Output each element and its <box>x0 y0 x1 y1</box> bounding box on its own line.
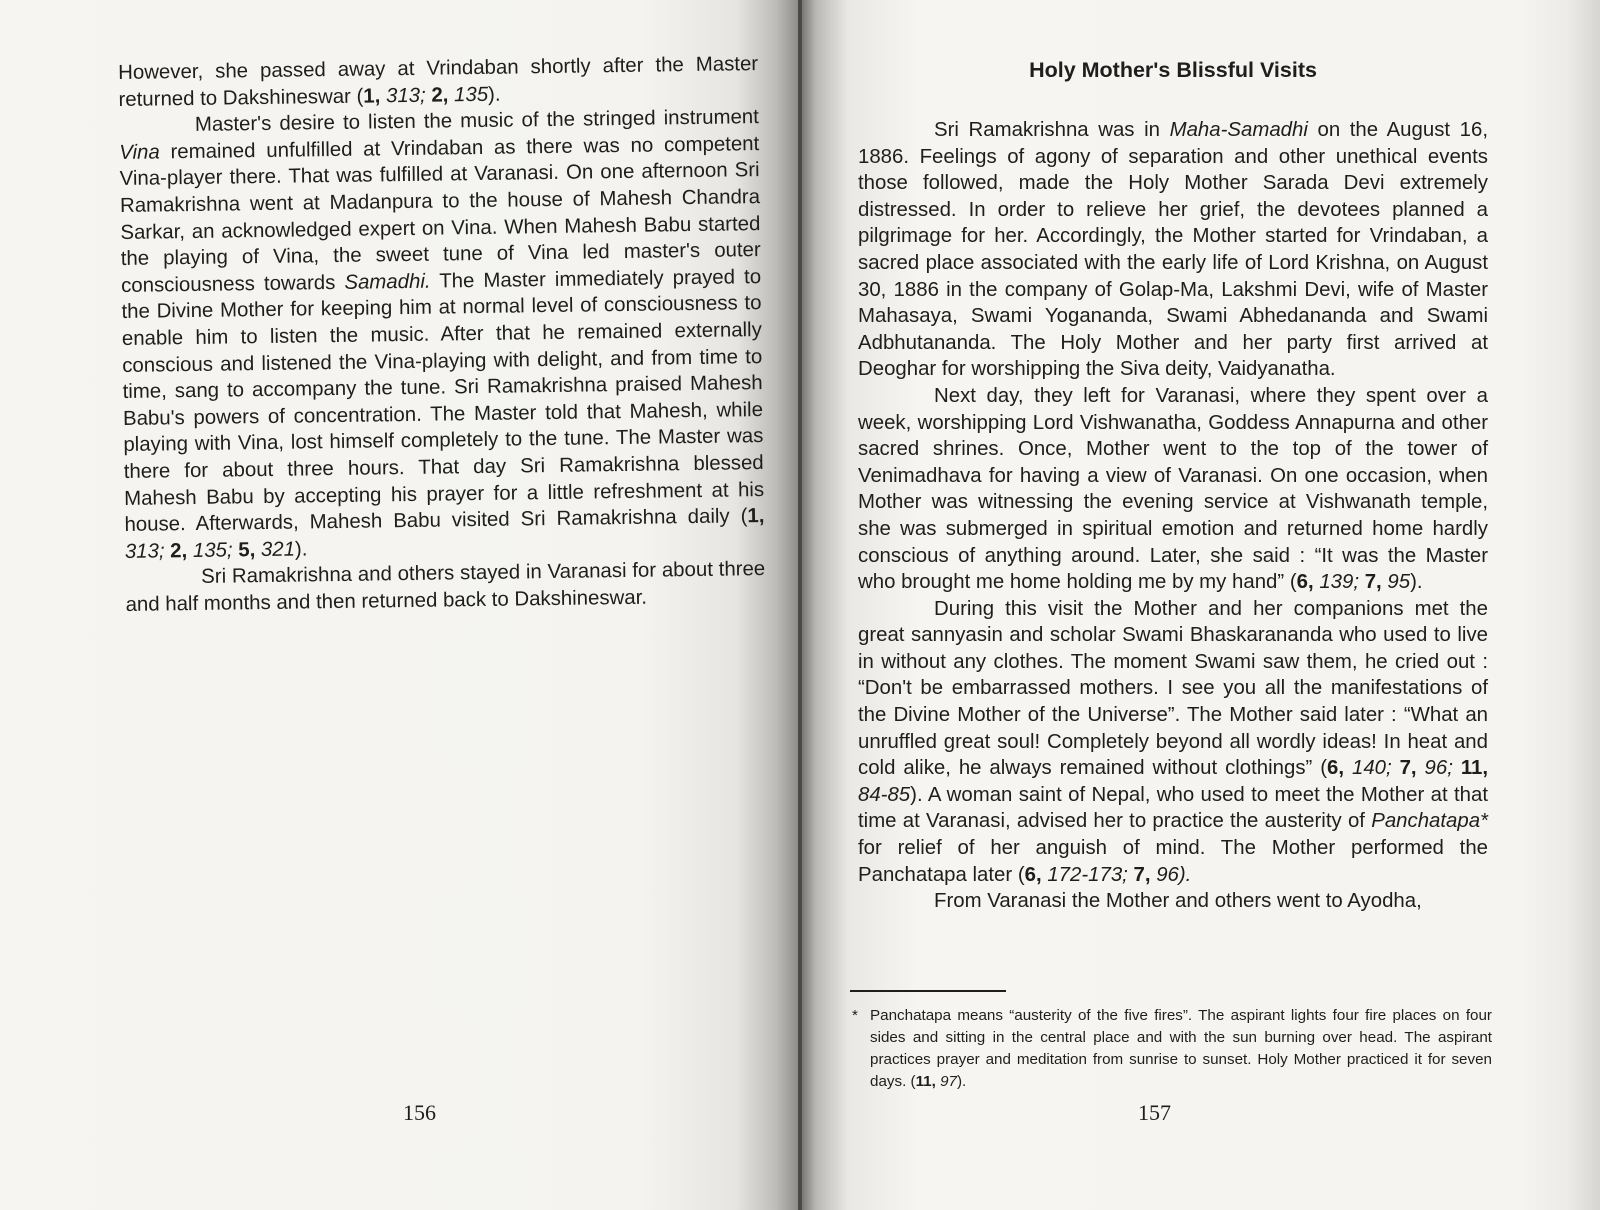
italic-text: Vina <box>119 141 160 164</box>
footnote-marker: * <box>852 1007 858 1024</box>
text-run: ). <box>487 83 501 106</box>
paragraph <box>858 117 1488 383</box>
citation-number: 6, <box>1296 571 1314 594</box>
text-run: Sri Ramakrishna was in <box>934 119 1170 141</box>
italic-text: 313; <box>385 84 426 107</box>
left-page-body <box>118 51 766 618</box>
book-spine <box>798 0 802 1210</box>
paragraph <box>858 383 1488 596</box>
italic-text: Samadhi. <box>344 270 431 294</box>
italic-text: 97 <box>940 1073 957 1090</box>
italic-text: 95 <box>1387 571 1411 594</box>
text-run: for relief of her anguish of mind. The Mother performed the Panchatapa later ( <box>858 837 1488 886</box>
citation-number: 7, <box>1133 863 1151 886</box>
text-run: ). <box>294 538 308 561</box>
italic-text: 172-173; <box>1047 863 1128 886</box>
text-run: Master's desire to listen the music of the stringed instrument <box>194 106 760 137</box>
citation-number: 6, <box>1327 757 1345 780</box>
italic-text: Maha-Samadhi <box>1169 119 1308 141</box>
left-page-number: 156 <box>403 1100 436 1125</box>
italic-text: 135 <box>453 83 489 106</box>
italic-text: 139; <box>1319 571 1360 594</box>
citation-number: 2, <box>170 539 188 563</box>
text-run <box>1344 757 1352 779</box>
italic-text: 96). <box>1156 863 1192 886</box>
footnote-text <box>870 1005 1492 1093</box>
citation-number: 11, <box>1460 757 1489 780</box>
footnote <box>852 1005 1492 1093</box>
text-run <box>1453 757 1461 779</box>
citation-number: 5, <box>238 538 256 562</box>
text-run: ). A woman saint of Nepal, who used to meet the Mother at that time at Varanasi, advised her to practice the austerity of <box>858 783 1488 833</box>
italic-text: 313; <box>124 540 165 563</box>
right-page-body <box>858 117 1488 915</box>
text-run: The Master immediately prayed to the Divine Mother for keeping him at normal level of consciousness to enable him to listen the music. After that he remained externally conscious and listened the Vina-playing with delight, and from time to time, sang to accompany the tune. Sri Ramakrishna praised Mahesh Babu's powers of concentration. The Master told that Mahesh, while playing with Vina, lost himself completely to the tune. The Master was there for about three hours. That day Sri Ramakrishna blessed Mahesh Babu by accepting his prayer for a little refreshment at his house. Afterwards, Mahesh Babu visited Sri Ramakrishna daily ( <box>121 265 765 537</box>
paragraph <box>119 104 765 565</box>
text-run <box>1417 757 1425 779</box>
text-run: Panchatapa means “austerity of the five fires”. The aspirant lights four fire places on four sides and sitting in the central place and with the sun burning over head. The aspirant practices prayer and meditation from sunrise to sunset. Holy Mother practiced it for seven days. ( <box>870 1007 1492 1090</box>
text-run: From Varanasi the Mother and others went to Ayodha, <box>934 890 1422 913</box>
italic-text: 321 <box>260 538 296 561</box>
text-run: on the August 16, 1886. Feelings of agony of separation and other unethical events those followed, made the Holy Mother Sarada Devi extremely distressed. In order to relieve her grief, the devotees planned a pilgrimage for her. Accordingly, the Mother started for Vrindaban, a sacred place associated with the early life of Lord Krishna, on August 30, 1886 in the company of Golap-Ma, Lakshmi Devi, wife of Master Mahasaya, Swami Yogananda, Swami Abhedananda and Swami Adbhutananda. The Holy Mother and her party first arrived at Deoghar for worshipping the Siva deity, Vaidyanatha. <box>858 119 1489 381</box>
text-run: remained unfulfilled at Vrindaban as there was no competent Vina-player there. That was fulfilled at Varanasi. On one afternoon Sri Ramakrishna went at Madanpura to the house of Mahesh Chandra Sarkar, an acknowledged expert on Vina. When Mahesh Babu started the playing of Vina, the sweet tune of Vina led master's outer consciousness towards <box>119 132 761 297</box>
text-run: Next day, they left for Varanasi, where they spent over a week, worshipping Lord Vishwanatha, Goddess Annapurna and other sacred shrines. Once, Mother went to the top of the tower of Venimadhava for having a view of Varanasi. On one occasion, when Mother was witnessing the evening service at Vishwanath temple, she was submerged in spiritual emotion and returned home hardly conscious of anything around. Later, she said : “It was the Master who brought me home holding me by my hand” ( <box>858 384 1488 594</box>
citation-number: 1, <box>363 84 381 108</box>
paragraph <box>118 51 759 113</box>
paragraph <box>858 888 1488 915</box>
citation-number: 6, <box>1024 863 1042 886</box>
italic-text: 140; <box>1351 757 1392 780</box>
text-run: However, she passed away at Vrindaban shortly after the Master returned to Dakshineswar ( <box>118 53 759 111</box>
right-page <box>800 0 1600 1210</box>
paragraph <box>125 556 766 618</box>
citation-number: 1, <box>747 505 765 528</box>
italic-text: 96; <box>1424 757 1453 780</box>
citation-number: 7, <box>1399 757 1417 780</box>
text-run: ). <box>1410 571 1423 594</box>
text-run: Sri Ramakrishna and others stayed in Varanasi for about three and half months and then returned back to Dakshineswar. <box>125 558 766 616</box>
citation-number: 2, <box>431 83 449 107</box>
footnote-divider <box>850 990 1006 992</box>
italic-text: Panchatapa* <box>1371 810 1488 833</box>
chapter-heading: Holy Mother's Blissful Visits <box>1029 58 1317 82</box>
paragraph <box>858 596 1488 889</box>
italic-text: 84-85 <box>858 783 911 806</box>
citation-number: 7, <box>1364 571 1382 594</box>
text-run: During this visit the Mother and her companions met the great sannyasin and scholar Swami Bhaskarananda who used to live in without any clothes. The moment Swami saw them, he cried out : “Don't be embarrassed mothers. I see you all the manifestations of the Divine Mother of the Universe”. The Mother said later : “What an unruffled great soul! Completely beyond all wordly ideas! In heat and cold alike, he always remained without clothings” ( <box>858 597 1488 780</box>
italic-text: 135; <box>192 539 233 562</box>
text-run <box>1392 757 1400 779</box>
citation-number: 11, <box>915 1073 936 1090</box>
text-run: ). <box>957 1073 967 1090</box>
right-page-number: 157 <box>1138 1100 1171 1125</box>
